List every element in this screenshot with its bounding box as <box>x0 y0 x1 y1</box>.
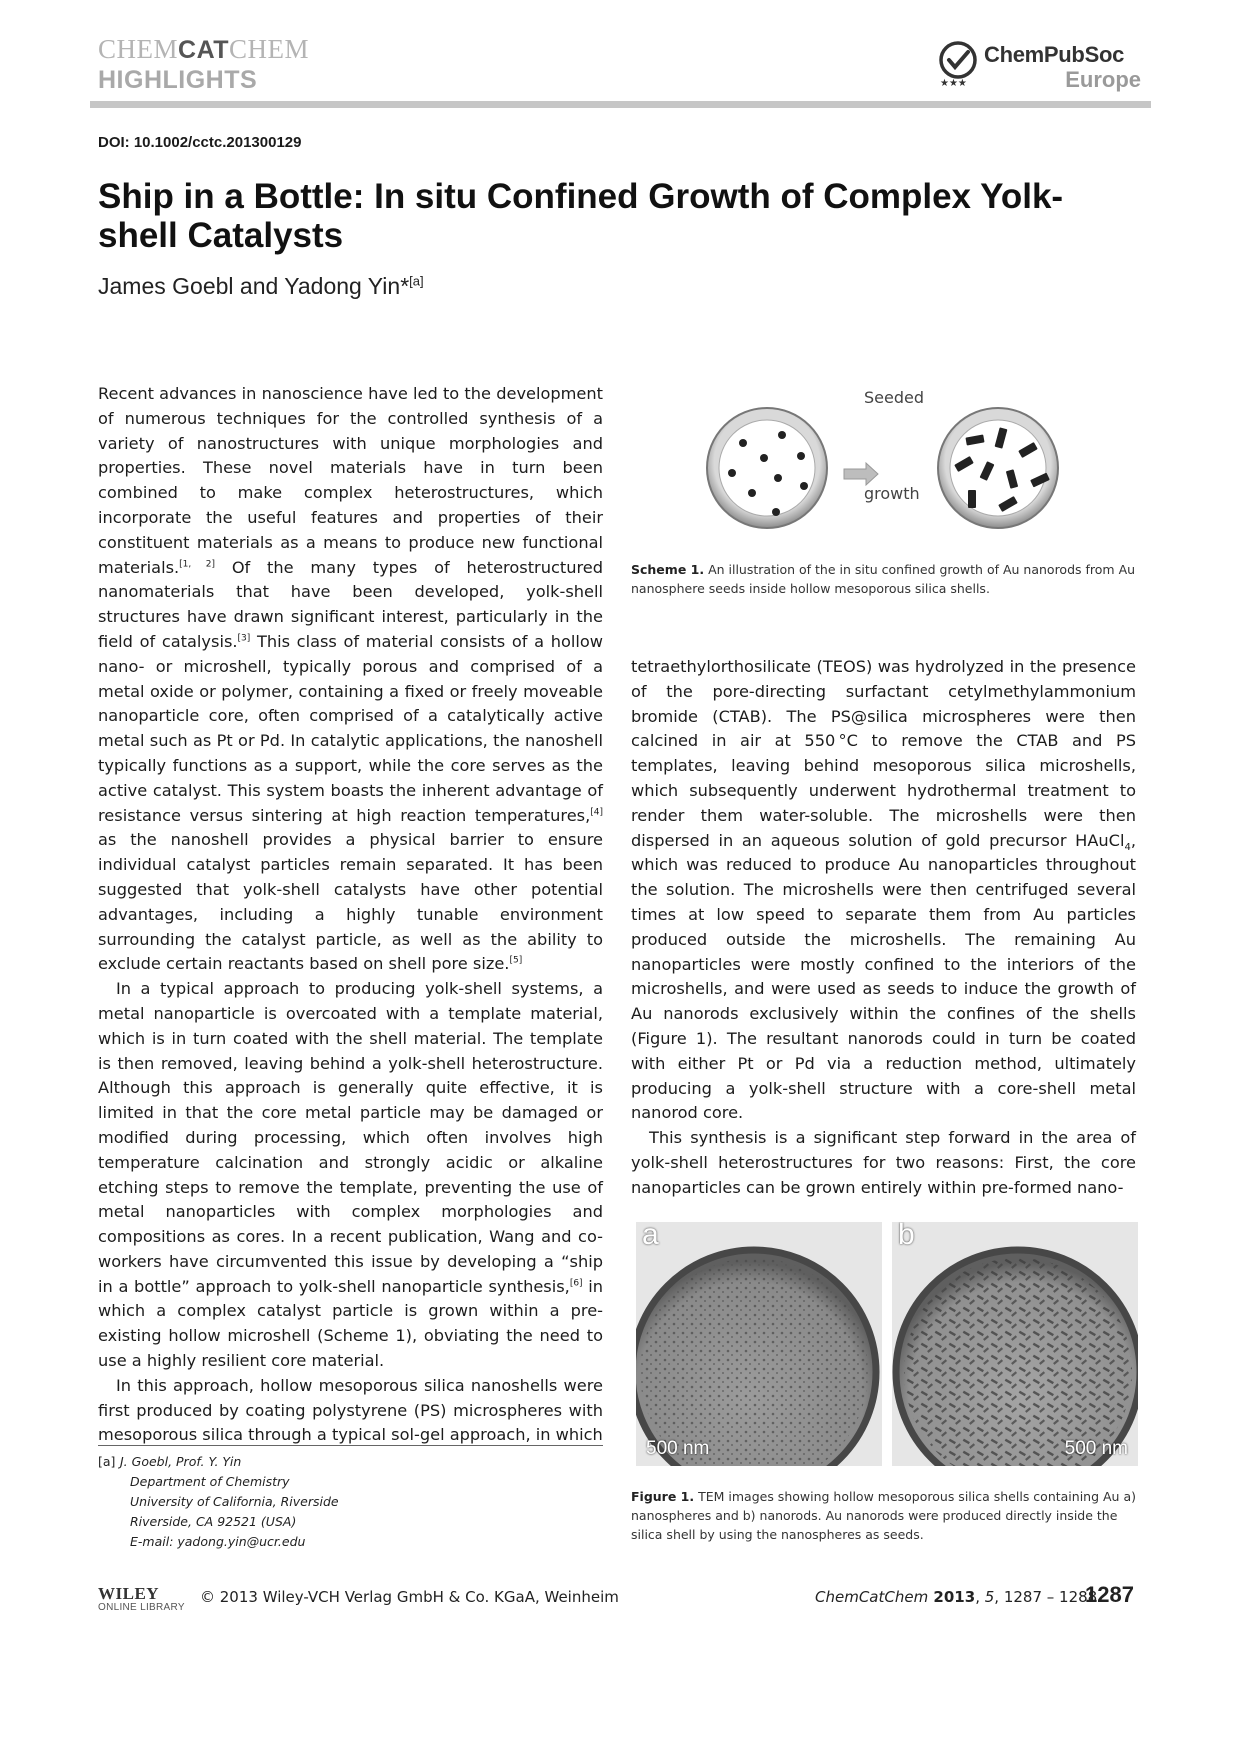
chempubsoc-star-icon <box>936 38 984 88</box>
paragraph-1: Recent advances in nanoscience have led to the development of numerous techniques for the controlled synthesis of a variety of nanostructures with unique morphologies and properties. These novel materials have in turn been combined to make complex heterostructures, which incorporate the useful features and properties of their constituent materials as a means to produce new functional materials.[1, 2] Of the many types of heterostructured nanomaterials that have been developed, yolk-shell structures have drawn significant interest, particularly in the field of catalysis.[3] This class of material consists of a hollow nano- or microshell, typically porous and comprised of a metal oxide or polymer, containing a fixed or freely moveable nanoparticle core, often comprised of a catalytically active metal such as Pt or Pd. In catalytic applications, the nanoshell typically functions as a support, while the core serves as the active catalyst. This system boasts the inherent advantage of resistance versus sintering at high reaction temperatures,[4] as the nanoshell provides a physical barrier to ensure individual catalyst particles remain separated. It has been suggested that yolk-shell catalysts have other potential advantages, including a highly tunable environment surrounding the catalyst particle, as well as the ability to exclude certain reactants based on shell pore size.[5] <box>98 384 603 974</box>
paragraph-5: This synthesis is a significant step forward in the area of yolk-shell heterostructures for two reasons: First, the core nanoparticles can be grown entirely within pre-formed nano- <box>631 1128 1136 1197</box>
left-column <box>98 382 603 1448</box>
scheme-1 <box>706 388 1061 538</box>
tem-panel-a <box>636 1222 882 1466</box>
tem-panel-b <box>892 1222 1138 1466</box>
panel-b-label: b <box>898 1222 915 1251</box>
publisher-region: Europe <box>1065 67 1141 92</box>
svg-text:★★★: ★★★ <box>940 78 967 88</box>
footnote-line: Riverside, CA 92521 (USA) <box>130 1514 297 1529</box>
scale-bar-a: 500 nm <box>646 1438 710 1459</box>
affiliation-footnote: [a] J. Goebl, Prof. Y. Yin Department of Chemistry University of California, Riverside Riverside, CA 92521 (USA) E-mail: yadong.yin@ucr.edu <box>98 1452 339 1552</box>
figure-caption: Figure 1. TEM images showing hollow mesoporous silica shells containing Au a) nanospheres and b) nanorods. Au nanorods were produced directly inside the silica shell by using the nanospheres as seeds. <box>631 1489 1136 1542</box>
wiley-logo: WILEY ONLINE LIBRARY <box>98 1584 185 1613</box>
scheme-illustration <box>706 398 1061 538</box>
footnote-line: J. Goebl, Prof. Y. Yin <box>120 1454 242 1469</box>
page-number: 1287 <box>1085 1582 1134 1607</box>
footnote-line: Department of Chemistry <box>130 1474 290 1489</box>
copyright: © 2013 Wiley-VCH Verlag GmbH & Co. KGaA, Weinheim <box>200 1588 619 1606</box>
tem-image-b <box>892 1222 1138 1466</box>
paragraph-3: In this approach, hollow mesoporous silica nanoshells were first produced by coating polystyrene (PS) microspheres with mesoporous silica through a typical sol-gel approach, in which <box>98 1375 603 1445</box>
publisher-name: ChemPubSoc <box>984 42 1125 67</box>
footnote-rule <box>98 1445 603 1446</box>
doi: DOI: 10.1002/cctc.201300129 <box>98 134 302 151</box>
scheme-label-bottom: growth <box>864 484 920 503</box>
citation: ChemCatChem 2013, 5, 1287 – 1288 <box>815 1588 1098 1606</box>
panel-a-label: a <box>642 1222 659 1251</box>
footnote-email[interactable]: E-mail: yadong.yin@ucr.edu <box>130 1534 306 1549</box>
scale-bar-b: 500 nm <box>1064 1438 1128 1459</box>
article-title: Ship in a Bottle: In situ Confined Growth of Complex Yolk-shell Catalysts <box>98 177 1064 255</box>
footnote-line: University of California, Riverside <box>130 1494 339 1509</box>
section-label: HIGHLIGHTS <box>98 66 258 94</box>
tem-image-a <box>636 1222 882 1466</box>
paragraph-2: In a typical approach to producing yolk-shell systems, a metal nanoparticle is overcoated with a template material, which is in turn coated with the shell material. The template is then removed, leaving behind a yolk-shell heterostructure. Although this approach is generally quite effective, it is limited in that the core metal particle may be damaged or modified during processing, which often involves high temperature calcination and strongly acidic or alkaline etching steps to remove the template, preventing the use of metal nanoparticles with complex morphologies and compositions as cores. In a recent publication, Wang and co-workers have circumvented this issue by developing a “ship in a bottle” approach to yolk-shell nanoparticle synthesis,[6] in which a complex catalyst particle is grown within a pre-existing hollow microshell (Scheme 1), obviating the need to use a highly resilient core material. <box>98 979 604 1371</box>
journal-name: CHEMCATCHEM <box>98 34 310 64</box>
figure-1 <box>636 1222 1138 1466</box>
authors: James Goebl and Yadong Yin*[a] <box>98 273 424 299</box>
scheme-caption: Scheme 1. An illustration of the in situ confined growth of Au nanorods from Au nanosphere seeds inside hollow mesoporous silica shells. <box>631 562 1136 596</box>
right-column <box>631 655 1136 1201</box>
paragraph-4: tetraethylorthosilicate (TEOS) was hydrolyzed in the presence of the pore-directing surfactant cetylmethylammonium bromide (CTAB). The PS@silica microspheres were then calcined in air at 550 °C to remove the CTAB and PS templates, leaving behind mesoporous silica microshells, which subsequently underwent hydrothermal treatment to render them water-soluble. The microshells were then dispersed in an aqueous solution of gold precursor HAuCl$_4$, which was reduced to produce Au nanoparticles throughout the solution. The microshells were then centrifuged several times at low speed to separate them from Au particles produced outside the microshells. The remaining Au nanoparticles were mostly confined to the interiors of the microshells, and were used as seeds to induce the growth of Au nanorods exclusively within the confines of the shells (Figure 1). The resultant nanorods could in turn be coated with either Pt or Pd via a reduction method, ultimately producing a yolk-shell structure with a core-shell metal nanorod core. <box>631 657 1136 1123</box>
header-rule <box>90 101 1151 108</box>
scheme-label-top: Seeded <box>864 388 924 407</box>
chempubsoc-logo <box>936 38 1141 98</box>
